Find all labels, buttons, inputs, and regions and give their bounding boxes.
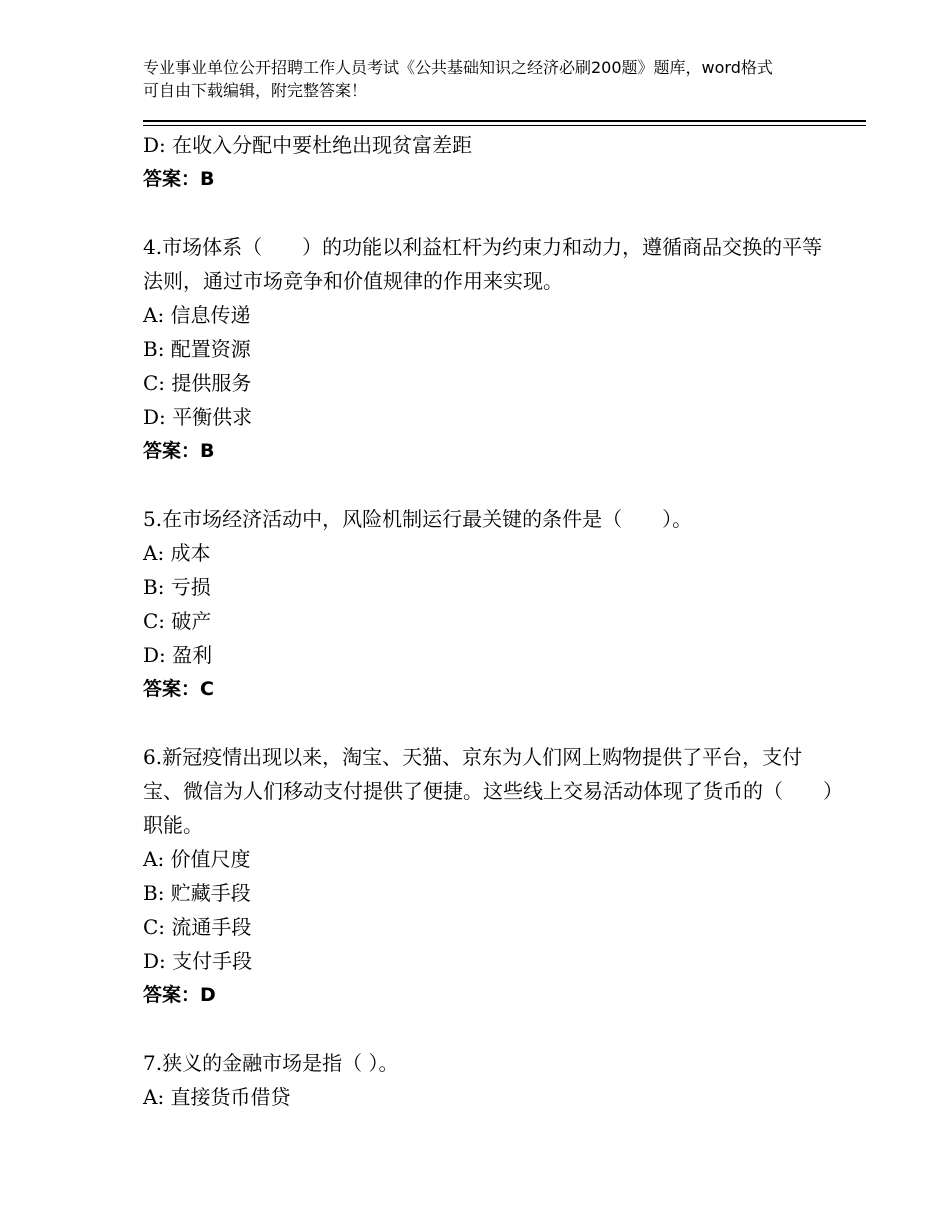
option-a: A: 信息传递 [143, 303, 251, 327]
option-d: D: 平衡供求 [143, 405, 253, 429]
option-a: A: 价值尺度 [143, 847, 251, 871]
question-text: 6.新冠疫情出现以来，淘宝、天猫、京东为人们网上购物提供了平台，支付宝、微信为人们移动支付提供了便捷。这些线上交易活动体现了货币的（ ）职能。 [143, 745, 833, 837]
option-c: C: 提供服务 [143, 371, 252, 395]
question-text: 7.狭义的金融市场是指（ ）。 [143, 1051, 399, 1075]
option-a: A: 成本 [143, 541, 211, 565]
option-d: D: 盈利 [143, 643, 213, 667]
prev-answer: 答案：B [143, 168, 215, 190]
question-4 [143, 230, 833, 468]
option-b: B: 配置资源 [143, 337, 251, 361]
option-c: C: 流通手段 [143, 915, 252, 939]
option-b: B: 亏损 [143, 575, 211, 599]
option-b: B: 贮藏手段 [143, 881, 251, 905]
prev-option-d: D: 在收入分配中要杜绝出现贫富差距 [143, 133, 473, 157]
header-rule-thin [143, 125, 866, 126]
question-6 [143, 740, 833, 1012]
option-a: A: 直接货币借贷 [143, 1085, 291, 1109]
header-rule-thick [143, 120, 866, 122]
question-text: 5.在市场经济活动中，风险机制运行最关键的条件是（ ）。 [143, 507, 693, 531]
answer: 答案：D [143, 984, 216, 1006]
option-c: C: 破产 [143, 609, 212, 633]
document-body [143, 128, 833, 1114]
option-d: D: 支付手段 [143, 949, 253, 973]
question-7 [143, 1046, 833, 1114]
question-5 [143, 502, 833, 706]
answer: 答案：B [143, 440, 215, 462]
document-header: 专业事业单位公开招聘工作人员考试《公共基础知识之经济必刷200题》题库，word格式可自由下载编辑，附完整答案！ [143, 58, 773, 100]
answer: 答案：C [143, 678, 214, 700]
question-text: 4.市场体系（ ）的功能以利益杠杆为约束力和动力，遵循商品交换的平等法则，通过市场竞争和价值规律的作用来实现。 [143, 235, 823, 293]
